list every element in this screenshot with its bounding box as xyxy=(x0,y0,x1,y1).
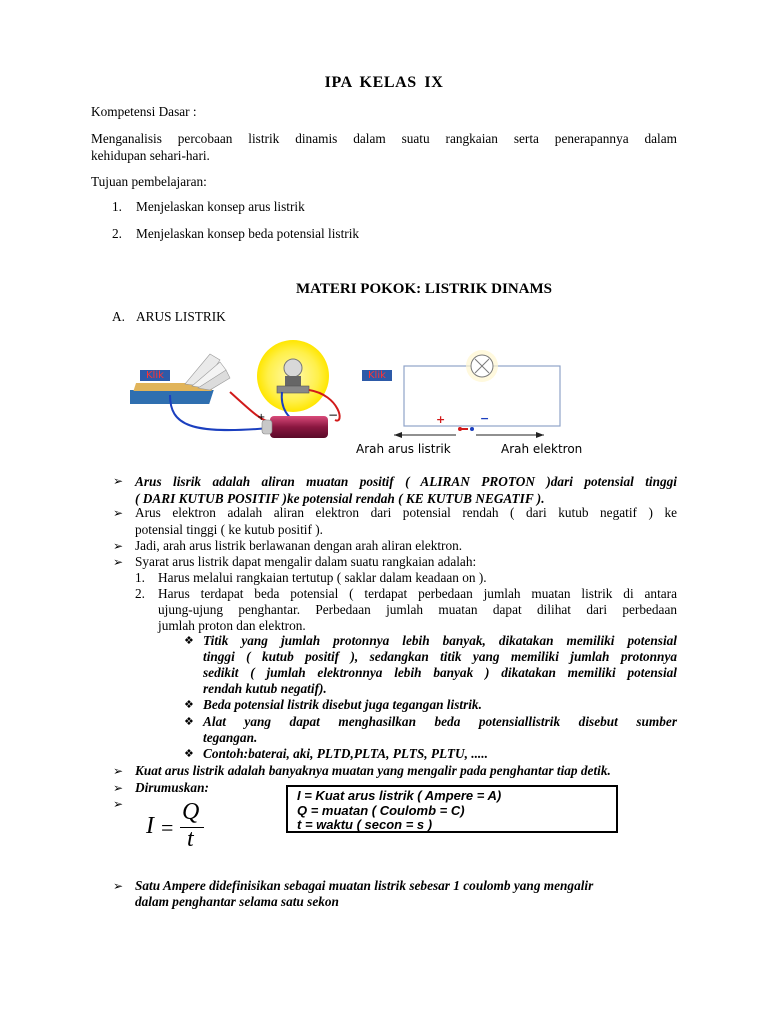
diamond-1-line3: sedikit ( jumlah elektronnya lebih banyak ) dikatakan memiliki potensial xyxy=(203,665,677,680)
klik-button-right[interactable]: Klik xyxy=(362,370,392,381)
diamond-3-line1: Alat yang dapat menghasilkan beda potensiallistrik disebut sumber xyxy=(203,714,677,729)
battery-minus-label: − xyxy=(328,408,339,422)
arrow-bullet-icon: ➢ xyxy=(113,797,124,811)
box-line-t: t = waktu ( secon = s ) xyxy=(297,817,433,832)
circuit-schematic xyxy=(356,340,606,460)
formula-I: I xyxy=(146,813,154,839)
bullet-3: Jadi, arah arus listrik berlawanan dengan arah aliran elektron. xyxy=(135,538,463,553)
syarat-2-line1: Harus terdapat beda potensial ( terdapat perbedaan jumlah muatan listrik di antara xyxy=(158,586,677,601)
section-a-num: A. xyxy=(112,309,125,324)
bullet-1-line2: ( DARI KUTUB POSITIF )ke potensial rendah ( KE KUTUB NEGATIF ). xyxy=(135,491,545,506)
syarat-1-num: 1. xyxy=(135,570,145,585)
bullet-4: Syarat arus listrik dapat mengalir dalam suatu rangkaian adalah: xyxy=(135,554,477,569)
arrow-bullet-icon: ➢ xyxy=(113,555,124,569)
diamond-4: Contoh:baterai, aki, PLTD,PLTA, PLTS, PLTU, ..... xyxy=(203,746,488,761)
circuit-minus-label: − xyxy=(480,412,490,425)
section-a-title: ARUS LISTRIK xyxy=(136,309,226,324)
arrow-bullet-icon: ➢ xyxy=(113,506,124,520)
arrow-bullet-icon: ➢ xyxy=(113,474,124,488)
tujuan-item-2: Menjelaskan konsep beda potensial listrik xyxy=(136,226,360,241)
formula-t: t xyxy=(187,826,194,852)
syarat-1: Harus melalui rangkaian tertutup ( saklar dalam keadaan on ). xyxy=(158,570,487,585)
bullet-2-line1: Arus elektron adalah aliran elektron dari potensial rendah ( dari kutub negatif ) ke xyxy=(135,505,677,520)
klik-button-left[interactable]: Klik xyxy=(140,370,170,381)
label-arah-arus: Arah arus listrik xyxy=(356,442,451,456)
box-line-Q: Q = muatan ( Coulomb = C) xyxy=(297,802,465,818)
kd-label: Kompetensi Dasar : xyxy=(91,104,197,119)
bullet-7-line2: dalam penghantar selama satu sekon xyxy=(135,894,339,909)
syarat-2-line2: ujung-ujung penghantar. Perbedaan jumlah muatan dapat dilihat dari perbedaan xyxy=(158,602,677,617)
kd-text-line2: kehidupan sehari-hari. xyxy=(91,148,210,163)
bullet-6: Dirumuskan: xyxy=(135,780,209,795)
battery-plus-label: + xyxy=(257,412,266,423)
diamond-bullet-icon: ❖ xyxy=(184,715,194,728)
arrow-bullet-icon: ➢ xyxy=(113,879,124,893)
materi-title: MATERI POKOK: LISTRIK DINAMS xyxy=(296,281,552,297)
page-title: IPA KELAS IX xyxy=(324,74,444,91)
kd-text-line1: Menganalisis percobaan listrik dinamis dalam suatu rangkaian serta penerapannya dalam xyxy=(91,131,677,146)
tujuan-item-1-num: 1. xyxy=(112,199,122,214)
bullet-7-line1: Satu Ampere didefinisikan sebagai muatan listrik sebesar 1 coulomb yang mengalir xyxy=(135,878,594,893)
tujuan-item-2-num: 2. xyxy=(112,226,122,241)
formula-i-equals-q-over-t xyxy=(146,799,216,853)
diamond-1-line2: tinggi ( kutub positif ), sedangkan titik yang memiliki jumlah protonnya xyxy=(203,649,677,664)
formula-Q: Q xyxy=(182,799,200,825)
syarat-2-line3: jumlah proton dan elektron. xyxy=(158,618,306,633)
diamond-3-line2: tegangan. xyxy=(203,730,258,745)
syarat-2-num: 2. xyxy=(135,586,145,601)
variable-definition-box xyxy=(286,785,618,833)
bullet-2-line2: potensial tinggi ( ke kutub positif ). xyxy=(135,522,323,537)
box-line-I: I = Kuat arus listrik ( Ampere = A) xyxy=(297,788,502,803)
bullet-5: Kuat arus listrik adalah banyaknya muatan yang mengalir pada penghantar tiap detik. xyxy=(135,763,611,778)
diamond-bullet-icon: ❖ xyxy=(184,634,194,647)
arrow-bullet-icon: ➢ xyxy=(113,764,124,778)
circuit-photo-illustration xyxy=(130,340,360,450)
arrow-bullet-icon: ➢ xyxy=(113,539,124,553)
diamond-1-line1: Titik yang jumlah protonnya lebih banyak, dikatakan memiliki potensial xyxy=(203,633,677,648)
circuit-plus-label: + xyxy=(436,413,446,426)
diamond-bullet-icon: ❖ xyxy=(184,747,194,760)
diamond-bullet-icon: ❖ xyxy=(184,698,194,711)
tujuan-label: Tujuan pembelajaran: xyxy=(91,174,207,189)
label-arah-elektron: Arah elektron xyxy=(501,442,583,456)
bullet-1-line1: Arus lisrik adalah aliran muatan positif ( ALIRAN PROTON )dari potensial tinggi xyxy=(135,474,677,489)
diamond-2: Beda potensial listrik disebut juga tegangan listrik. xyxy=(203,697,482,712)
formula-equals: = xyxy=(161,815,174,840)
tujuan-item-1: Menjelaskan konsep arus listrik xyxy=(136,199,305,214)
diamond-1-line4: rendah kutub negatif). xyxy=(203,681,327,696)
arrow-bullet-icon: ➢ xyxy=(113,781,124,795)
